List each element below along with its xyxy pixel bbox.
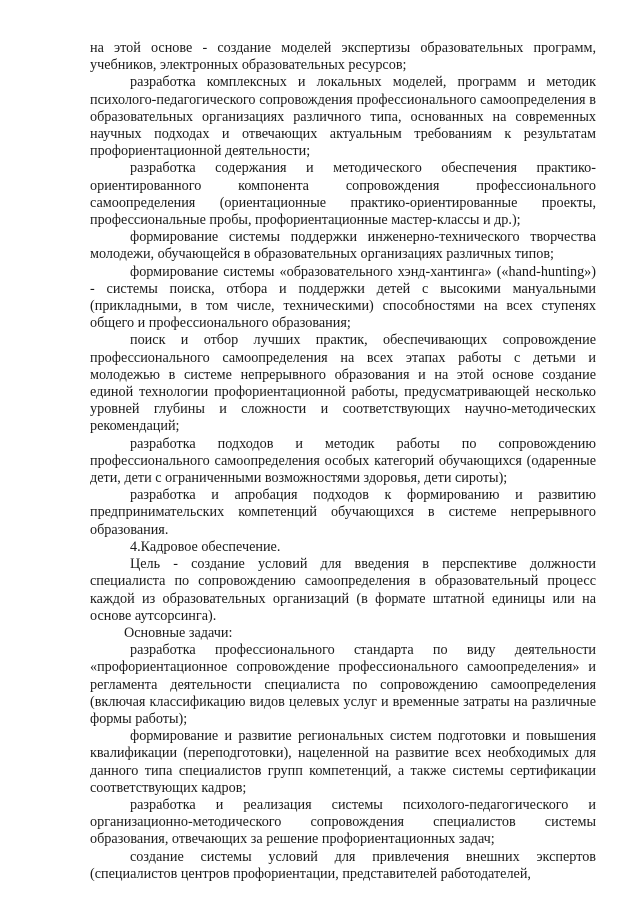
paragraph-2: разработка комплексных и локальных моделей, программ и методик психолого-педагогического сопровождения профессионального самоопределения в образовательных организациях различного типа, основанных на современных научных подходах и отвечающих актуальным требованиям к результатам профориентационной деятельности; [90, 74, 596, 160]
paragraph-3: разработка содержания и методического обеспечения практико-ориентированного компонента сопровождения профессионального самоопределения (ориентационные практико-ориентированные проекты, профессиональные пробы, профориентационные мастер-классы и др.); [90, 160, 596, 229]
paragraph-goal: Цель - создание условий для введения в перспективе должности специалиста по сопровождению самоопределения в образовательный процесс каждой из образовательных организаций (в формате штатной единицы или на основе аутсорсинга). [90, 556, 596, 624]
paragraph-8: разработка и апробация подходов к формированию и развитию предпринимательских компетенций обучающихся в системе непрерывного образования. [90, 487, 596, 538]
paragraph-6: поиск и отбор лучших практик, обеспечивающих сопровождение профессионального самоопределения на всех этапах работы с детьми и молодежью в системе непрерывного образования и на этой основе создание единой технологии профориентационной работы, предусматривающей несколько уровней глубины и сложности и соответствующих научно-методических рекомендаций; [90, 332, 596, 435]
paragraph-4: формирование системы поддержки инженерно-технического творчества молодежи, обучающейся в образовательных организациях различных типов; [90, 229, 596, 263]
paragraph-10: разработка профессионального стандарта по виду деятельности «профориентационное сопровождение профессионального самоопределения» и регламента деятельности специалиста по сопровождению самоопределения (включая классификацию видов целевых услуг и временные затраты на различные формы работы); [90, 642, 596, 727]
paragraph-12: разработка и реализация системы психолого-педагогического и организационно-методического сопровождения специалистов системы образования, отвечающих за решение профориентационных задач; [90, 796, 596, 848]
subheading-main-tasks: Основные задачи: [124, 624, 233, 641]
paragraph-11: формирование и развитие региональных систем подготовки и повышения квалификации (переподготовки), нацеленной на развитие всех необходимых для данного типа специалистов групп компетенций, а также системы сертификации соответствующих кадров; [90, 728, 596, 796]
paragraph-7: разработка подходов и методик работы по сопровождению профессионального самоопределения особых категорий обучающихся (одаренные дети, дети с ограниченными возможностями здоровья, дети сироты); [90, 435, 596, 487]
paragraph-13: создание системы условий для привлечения внешних экспертов (специалистов центров профориентации, представителей работодателей, [90, 848, 596, 882]
paragraph-5: формирование системы «образовательного хэнд-хантинга» («hand-hunting») - системы поиска, отбора и поддержки детей с высокими мануальными (прикладными, в том числе, техническими) способностями на всех ступенях общего и профессионального образования; [90, 263, 596, 332]
paragraph-1: на этой основе - создание моделей экспертизы образовательных программ, учебников, электронных образовательных ресурсов; [90, 40, 596, 74]
section-heading-staffing: 4.Кадровое обеспечение. [130, 538, 281, 555]
